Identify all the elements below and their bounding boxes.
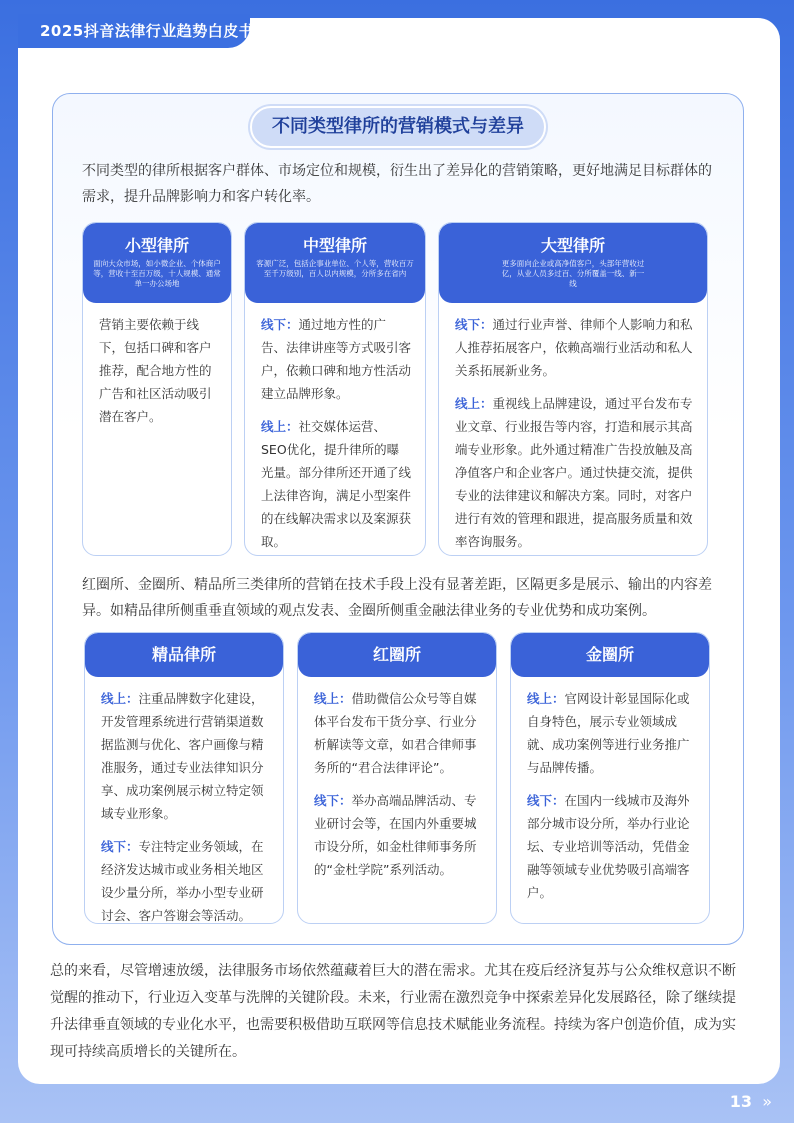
card-medium-firm xyxy=(244,222,426,556)
block-label: 线下： xyxy=(101,839,139,854)
card-body xyxy=(439,303,707,553)
card-title: 红圈所 xyxy=(372,645,421,664)
block-text: 重视线上品牌建设，通过平台发布专业文章、行业报告等内容，打造和展示其高端专业形象。此外通过精准广告投放触及高净值客户和企业客户。通过快捷交流，提供专业的法律建议和解决方案。同时，对客户进行有效的管理和跟进，提高服务质量和效率咨询服务。 xyxy=(455,396,693,549)
card-boutique-firm xyxy=(84,632,284,924)
card-block xyxy=(261,313,411,405)
card-block xyxy=(314,789,482,881)
card-large-firm xyxy=(438,222,708,556)
block-text: 营销主要依赖于线下，包括口碑和客户推荐，配合地方性的广告和社区活动吸引潜在客户。 xyxy=(99,317,212,424)
card-block xyxy=(261,415,411,553)
block-text: 借助微信公众号等自媒体平台发布干货分享、行业分析解读等文章，如君合律师事务所的“君合法律评论”。 xyxy=(314,691,477,775)
card-body xyxy=(83,303,231,428)
card-title: 小型律所 xyxy=(124,236,189,255)
intro-paragraph: 不同类型的律所根据客户群体、市场定位和规模，衍生出了差异化的营销策略，更好地满足目标群体的需求，提升品牌影响力和客户转化率。 xyxy=(82,163,712,205)
card-block xyxy=(455,392,693,553)
card-medium-firm-header xyxy=(245,223,425,303)
block-text: 通过行业声誉、律师个人影响力和私人推荐拓展客户，依赖高端行业活动和私人关系拓展新业务。 xyxy=(455,317,693,378)
block-label: 线上： xyxy=(314,691,352,706)
page-number: 13 xyxy=(729,1092,752,1111)
card-title: 大型律所 xyxy=(540,236,605,255)
card-title: 中型律所 xyxy=(302,236,367,255)
card-block xyxy=(99,313,217,428)
block-text: 社交媒体运营、SEO优化，提升律所的曝光量。部分律所还开通了线上法律咨询，满足小型案件的在线解决需求以及案源获取。 xyxy=(261,419,412,549)
card-title: 精品律所 xyxy=(151,645,216,664)
block-label: 线上： xyxy=(455,396,493,411)
block-label: 线下： xyxy=(314,793,352,808)
card-subtitle: 更多面向企业或高净值客户，头部年营收过亿，从业人员多过百、分所覆盖一线、新一线 xyxy=(501,259,645,288)
block-text: 举办高端品牌活动、专业研讨会等，在国内外重要城市设分所，如金杜律师事务所的“金杜学院”系列活动。 xyxy=(314,793,477,877)
card-block xyxy=(101,835,269,924)
card-subtitle: 客源广泛，包括企事业单位、个人等，营收百万至千万级别，百人以内规模，分所多在省内 xyxy=(256,259,414,278)
card-gold-circle-firm xyxy=(510,632,710,924)
card-small-firm xyxy=(82,222,232,556)
card-block xyxy=(527,789,695,904)
card-large-firm-header xyxy=(439,223,707,303)
block-label: 线上： xyxy=(101,691,139,706)
card-gold-circle-header xyxy=(511,633,709,677)
section-title: 不同类型律所的营销模式与差异 xyxy=(250,106,546,148)
card-body xyxy=(85,677,283,924)
card-block xyxy=(314,687,482,779)
block-label: 线下： xyxy=(455,317,493,332)
block-text: 专注特定业务领域，在经济发达城市或业务相关地区设少量分所，举办小型专业研讨会、客户答谢会等活动。 xyxy=(101,839,264,923)
card-body xyxy=(511,677,709,904)
block-text: 官网设计彰显国际化或自身特色，展示专业领域成就、成功案例等进行业务推广与品牌传播。 xyxy=(527,691,690,775)
block-text: 通过地方性的广告、法律讲座等方式吸引客户，依赖口碑和地方性活动建立品牌形象。 xyxy=(261,317,412,401)
report-title: 2025抖音法律行业趋势白皮书 xyxy=(40,22,255,40)
card-boutique-header xyxy=(85,633,283,677)
conclusion-paragraph: 总的来看，尽管增速放缓，法律服务市场依然蕴藏着巨大的潜在需求。尤其在疫后经济复苏与公众维权意识不断觉醒的推动下，行业迈入变革与洗牌的关键阶段。未来，行业需在激烈竞争中探索差异化发展路径，除了继续提升法律垂直领域的专业化水平，也需要积极借助互联网等信息技术赋能业务流程。持续为客户创造价值，成为实现可持续高质增长的关键所在。 xyxy=(50,963,736,1060)
card-small-firm-header xyxy=(83,223,231,303)
card-block xyxy=(101,687,269,825)
block-text: 注重品牌数字化建设，开发管理系统进行营销渠道数据监测与优化、客户画像与精准服务，通过专业法律知识分享、成功案例展示树立特定领域专业形象。 xyxy=(101,691,264,821)
card-block xyxy=(527,687,695,779)
block-label: 线下： xyxy=(261,317,299,332)
block-label: 线下： xyxy=(527,793,565,808)
card-red-circle-firm xyxy=(297,632,497,924)
next-page-icon[interactable]: » xyxy=(762,1092,772,1111)
card-body xyxy=(245,303,425,553)
block-text: 在国内一线城市及海外部分城市设分所，举办行业论坛、专业培训等活动，凭借金融等领域专业优势吸引高端客户。 xyxy=(527,793,690,900)
card-red-circle-header xyxy=(298,633,496,677)
block-label: 线上： xyxy=(261,419,299,434)
block-label: 线上： xyxy=(527,691,565,706)
card-title: 金圈所 xyxy=(585,645,634,664)
middle-paragraph: 红圈所、金圈所、精品所三类律所的营销在技术手段上没有显著差距，区隔更多是展示、输出的内容差异。如精品律所侧重垂直领域的观点发表、金圈所侧重金融法律业务的专业优势和成功案例。 xyxy=(82,577,712,619)
card-block xyxy=(455,313,693,382)
card-body xyxy=(298,677,496,881)
card-subtitle: 面向大众市场，如小微企业、个体商户等，营收十至百万级，十人规模、通常单一办公场地 xyxy=(93,259,221,288)
